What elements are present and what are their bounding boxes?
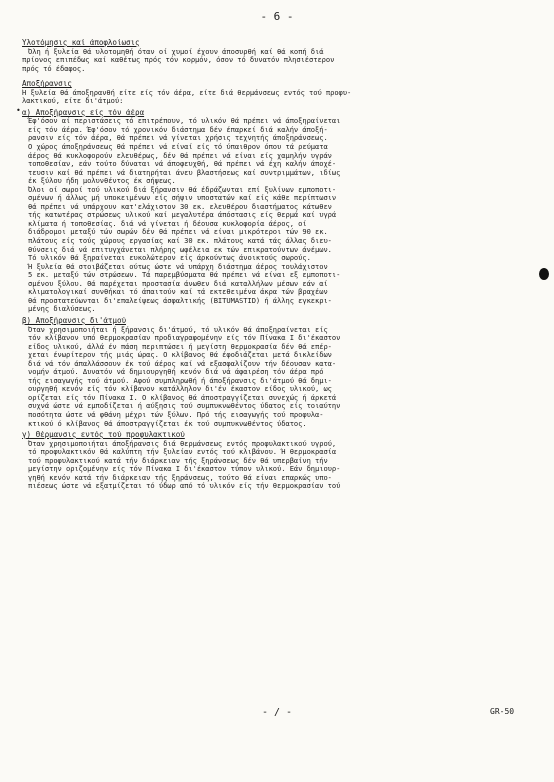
section-heading: Αποξήρανσις [22,80,72,89]
text-line: έκ ξύλου ήδη μολυνθέντος έκ σήψεως. [28,177,176,186]
text-line: είδος υλικού, άλλά έν πάση περιπτώσει ή μεγίστη θερμοκρασία δέν θά επέρ- [28,342,332,351]
text-line: γηθή κενόν κατά τήν διάρκειαν τής ξηράνσεως, τούτο θά είναι επαρκώς υπο- [28,473,332,482]
text-line: Ο χώρος άποξηράνσεως θά πρέπει νά είναί είς τό ύπαιθρον όπου τά ρεύματα [28,143,328,152]
page-number: - 6 - [260,10,294,23]
text-line: νομήν άτμού. Δυνατόν νά δημιουργηθή κενόν διά νά άφαιρέση τόν άέρα πρό [28,368,324,377]
text-line: τευσιν καί θά πρέπει νά διατηρήται άνευ βλαστήσεως καί συντριμμάτων, ιδίως [28,168,341,177]
text-line: ορίζεται είς τόν Πίνακα Ι. Ο κλίβανος θά άποστραγγίζεται συνεχώς ή άρκετά [28,393,337,402]
text-line: ουργηθή κενόν είς τόν κλίβανον κατάλληλον δι'έν έκαστον είδος υλικού, ως [28,385,332,394]
section-heading: β) Αποξήρανσις δι'άτμού [22,316,127,325]
text-line: χεται ένωρίτερον τής μιάς ώρας. Ο κλίβανος θά έφοδιάζεται μετά δικλείδων [28,351,332,360]
text-line: θά προστατεύωνται δι'επαλείψεως άσφαλτικής (BITUMASTID) ή άλλης εγκεκρι- [28,296,332,305]
text-line: ρανσιν είς τόν άέρα, θά πρέπει νά γίνεται χρήσις τεχνητής άποξηράνσεως. [28,134,328,143]
text-line: Τό υλικόν θά ξηραίνεται ευκολώτερον είς άρκούντως άνοικτούς σωρούς. [28,254,311,263]
text-line: πρίονος επιπέδως καί καθέτως πρός τόν κορμόν, όσον τό δυνατόν πλησιέστερον [22,56,335,65]
text-line: Όλοι οί σωροί τού υλικού διά ξήρανσιν θά έδράζωνται επί ξυλίνων εμποποτι- [28,185,337,194]
text-line: πρός τό έδαφος. [22,64,86,73]
text-line: συχνά ώστε νά εμποδίζεται ή αύξησις τού συμπυκνωθέντος ύδατος είς τοιαύτην [28,402,341,411]
bullet-mark: • [16,106,21,115]
text-line: διάδρομοι μεταξύ τών σωρών δέν θά πρέπει νά είναι μικρότεροι τών 90 εκ. [28,228,328,237]
text-line: κλιματολογικαί συνθήκαι τό άπαιτούν καί τά εκτεθειμένα άκρα τών βραχέων [28,288,328,297]
text-line: τόν κλίβανον υπό θερμοκρασίαν προδιαγραφομένην είς τόν Πίνακα Ι δι'έκαστον [28,334,341,343]
text-line: μένης διαλύσεως. [28,305,96,314]
text-line: Έφ'όσον αί περιστάσεις τό επιτρέπουν, τό υλικόν θά πρέπει νά άποξηραίνεται [28,117,341,126]
section-heading: γ) Θέρμανσις εντός τού προφυλακτικού [22,431,185,440]
spacer [22,73,502,77]
footer-mark: - / - [261,707,293,718]
section-heading: α) Αποξήρανσις είς τόν άέρα [22,108,145,117]
text-line: θά πρέπει νά υπάρχουν κατ'ελάχιστον 30 εκ. ελευθέρου διαστήματος κάτωθεν [28,202,332,211]
text-line: Ή ξυλεία θά στοιβάζεται ούτως ώστε νά υπάρχη διάστημα άέρος τουλάχιστον [28,262,328,271]
text-line: Όταν χρησιμοποιήται άποξήρανσις διά θερμάνσεως εντός προφυλακτικού υγρού, [28,439,337,448]
text-line: μεγίστην οριζομένην είς τόν Πίνακα Ι δι'έκαστον τύπον υλικού. Εάν δημιουρ- [28,465,341,474]
text-line: θύνσεις διά νά επιτυγχάνεται πλήρης ωφέλεια εκ τών επικρατούντων άνέμων. [28,245,332,254]
text-line: άέρος θά κυκλοφορούν ελευθέρως, δέν θά πρέπει νά είναι είς χαμηλήν υγράν [28,151,332,160]
text-line: σμένου ξύλου. Θά παρέχεται προστασία άνωθεν διά καταλλήλων μέσων εάν αί [28,279,328,288]
text-line: τοποθεσίαν, εάν τούτο δύναται νά άποφευχθή, θά πρέπει νά έχη καλήν άποχέ- [28,160,337,169]
text-line: Όλη ή ξυλεία θά υλοτομηθή όταν οί χυμοί έχουν άποσυρθή καί θά κοπή διά [28,47,324,56]
section-heading: Υλοτόμησις καί άποφλοίωσις [22,39,140,47]
punch-hole-mark [539,268,549,280]
text-line: ποσότητα ώστε νά φθάνη μέχρι τών ξύλων. Πρό τής εισαγωγής τού προφυλα- [28,410,324,419]
document-body [22,36,502,491]
text-line: σμένων ή άλλως μή υποκειμένων είς σήψιν υποστατών καί είς κάθε περίπτωσιν [28,194,337,203]
text-line: λακτικού, είτε δι'άτμού: [22,97,124,106]
footer-code: GR-50 [490,707,515,716]
text-line: τής εισαγωγής τού άτμού. Αφού συμπληρωθή ή άποξήρανσις δι'άτμού θά δημι- [28,376,332,385]
text-line: τού προφυλακτικού κατά τήν διάρκειαν τής ξηράνσεως δέν θά υπερβαίνη τήν [28,456,328,465]
text-line: είς τόν άέρα. Έφ'όσον τό χρονικόν διάστημα δέν έπαρκεί διά καλήν άποξή- [28,125,328,134]
text-line: κτικού ό κλίβανος θά άποστραγγίζεται έκ τού συμπυκνωθέντος ύδατος. [28,419,307,428]
text-line: 5 εκ. μεταξύ τών στρώσεων. Τά παρεμβύσματα θά πρέπει νά είναι εξ εμποποτι- [28,271,341,280]
text-line: πιέσεως ώστε νά εξατμίζεται τό ύδωρ από τό υλικόν είς τήν θερμοκρασίαν τού [28,482,341,491]
text-line: Όταν χρησιμοποιήται ή ξήρανσις δι'άτμού, τό υλικόν θά άποξηραίνεται είς [28,325,328,334]
text-line: κλίματα ή τοποθεσίας. διά νά γίνεται ή δέουσα κυκλοφορία άέρος, οί [28,219,307,228]
text-line: διά νά τόν άπαλλάσσουν έκ τού άέρος καί νά εξασφαλίζουν τήν δέουσαν κατα- [28,359,337,368]
text-line: Ή ξυλεία θά άποξηρανθή είτε είς τόν άέρα, είτε διά θερμάνσεως εντός τού προφυ- [22,88,352,97]
text-line: τό προφυλακτικόν θά καλύπτη τήν ξυλείαν εντός τού κλιβάνου. Ή θερμοκρασία [28,448,337,457]
text-line: πλάτους είς τούς χώρους εργασίας καί 30 εκ. πλάτους κατά τάς άλλας διευ- [28,237,332,246]
text-line: τής κατωτέρας στρώσεως υλικού καί μεγαλυτέρα άπόστασις είς θερμά καί υγρά [28,211,337,220]
